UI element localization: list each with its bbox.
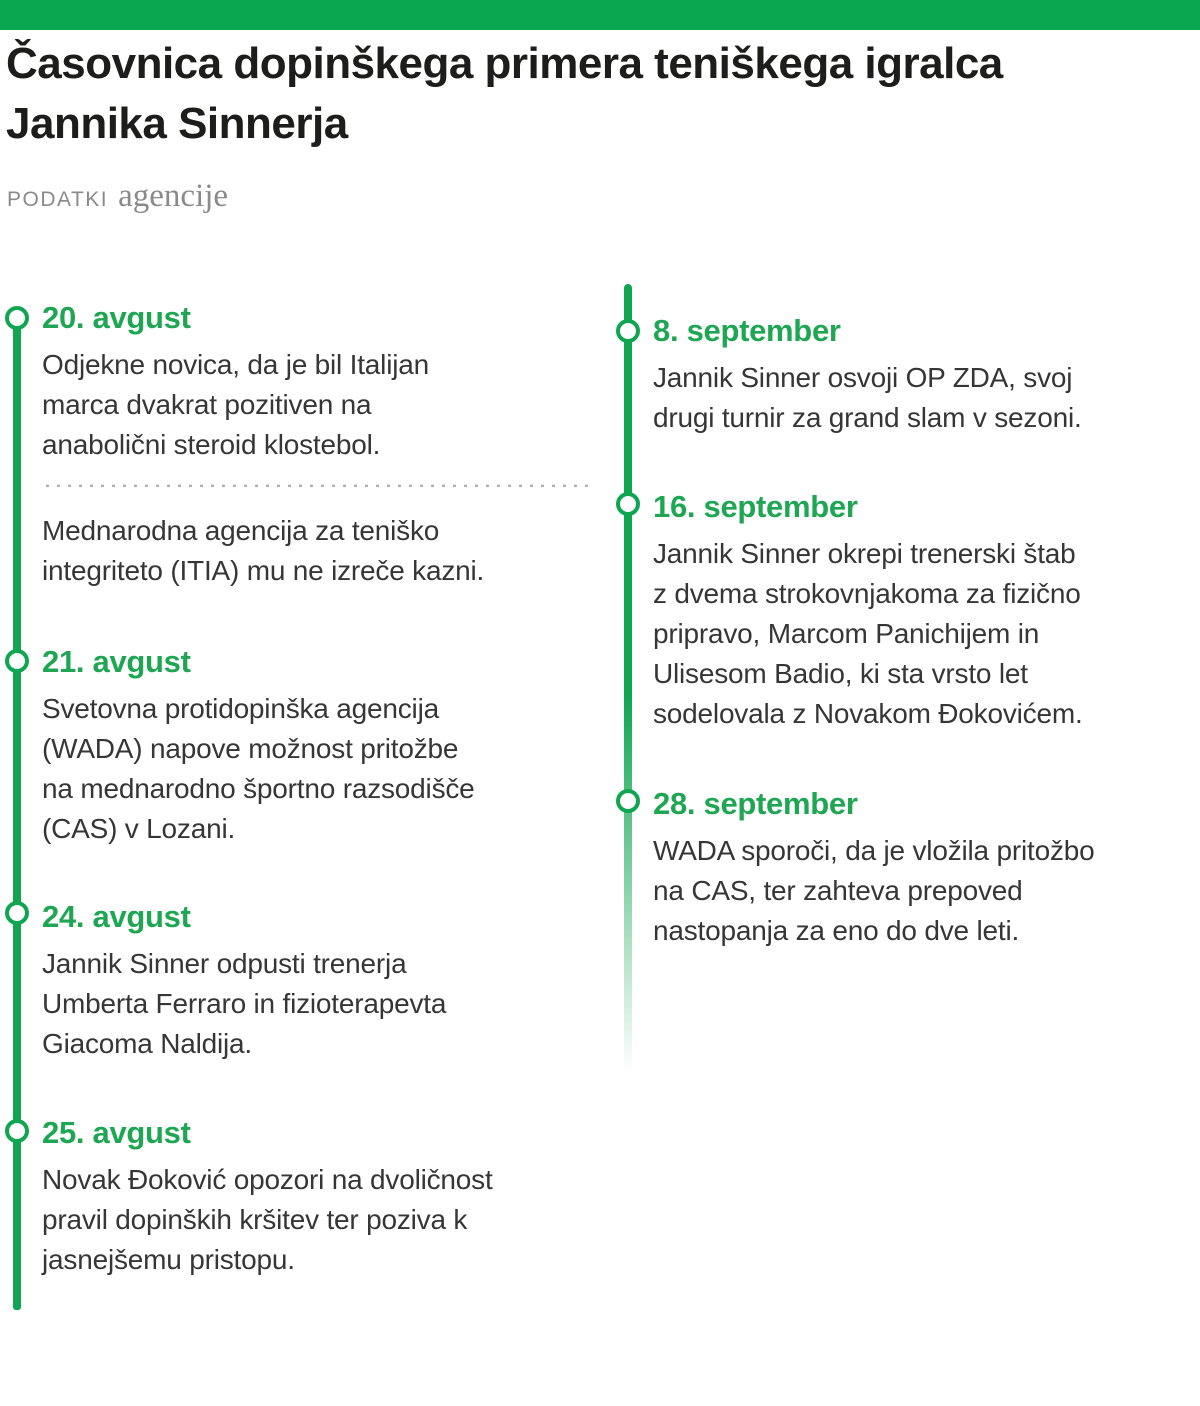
entry-text-line: integriteto (ITIA) mu ne izreče kazni. (42, 555, 485, 586)
timeline-entry (42, 645, 602, 849)
entry-body (653, 358, 1193, 438)
timeline-entry (653, 787, 1193, 951)
data-source (7, 178, 228, 215)
entry-date: 28. september (653, 786, 858, 821)
entry-text-line: Novak Đoković opozori na dvoličnost (42, 1164, 493, 1195)
entry-text-line: WADA sporoči, da je vložila pritožbo (653, 835, 1095, 866)
entry-text-line: na mednarodno športno razsodišče (42, 773, 475, 804)
entry-text-line: Giacoma Naldija. (42, 1028, 252, 1059)
entry-text-line: (CAS) v Lozani. (42, 813, 236, 844)
timeline-entry (42, 301, 602, 591)
entry-body (42, 944, 602, 1064)
entry-body (42, 689, 602, 849)
timeline-dot-20-avgust (5, 306, 29, 330)
entry-body (42, 1160, 602, 1280)
entry-text-line: Odjekne novica, da je bil Italijan (42, 349, 429, 380)
entry-text-line: Umberta Ferraro in fizioterapevta (42, 988, 447, 1019)
entry-date: 20. avgust (42, 300, 191, 335)
title-line-2: Jannika Sinnerja (6, 99, 348, 148)
entry-date: 16. september (653, 489, 858, 524)
entry-text-line: na CAS, ter zahteva prepoved (653, 875, 1023, 906)
entry-body (653, 534, 1193, 734)
entry-date: 21. avgust (42, 644, 191, 679)
dotted-divider (42, 483, 592, 487)
entry-text-line: pripravo, Marcom Panichijem in (653, 618, 1040, 649)
entry-text-line: Svetovna protidopinška agencija (42, 693, 439, 724)
top-accent-bar (0, 0, 1200, 30)
entry-text-line: Jannik Sinner odpusti trenerja (42, 948, 407, 979)
timeline-dot-16-september (616, 492, 640, 516)
entry-text-line: marca dvakrat pozitiven na (42, 389, 372, 420)
entry-text-line: Ulisesom Badio, ki sta vrsto let (653, 658, 1028, 689)
entry-text-line: pravil dopinških kršitev ter poziva k (42, 1204, 468, 1235)
entry-date: 25. avgust (42, 1115, 191, 1150)
timeline-dot-24-avgust (5, 901, 29, 925)
timeline-entry (653, 490, 1193, 734)
entry-text-line: jasnejšemu pristopu. (42, 1244, 295, 1275)
entry-text-line: sodelovala z Novakom Đokovićem. (653, 698, 1083, 729)
entry-text-line: drugi turnir za grand slam v sezoni. (653, 402, 1082, 433)
timeline-entry (42, 1116, 602, 1280)
timeline-line-right-faded (624, 284, 632, 1074)
timeline-dot-25-avgust (5, 1119, 29, 1143)
entry-body (42, 345, 602, 591)
timeline-dot-21-avgust (5, 649, 29, 673)
source-value: agencije (118, 178, 229, 214)
timeline-dot-8-september (616, 319, 640, 343)
entry-text-line: nastopanja za eno do dve leti. (653, 915, 1020, 946)
entry-text-line: z dvema strokovnjakoma za fizično (653, 578, 1081, 609)
entry-text-line: Mednarodna agencija za teniško (42, 515, 440, 546)
entry-date: 24. avgust (42, 899, 191, 934)
entry-text-line: Jannik Sinner okrepi trenerski štab (653, 538, 1076, 569)
entry-body (653, 831, 1193, 951)
title-line-1: Časovnica dopinškega primera teniškega igralca (6, 39, 1003, 88)
entry-text-line: (WADA) napove možnost pritožbe (42, 733, 459, 764)
timeline-entry (42, 900, 602, 1064)
entry-text-line: Jannik Sinner osvoji OP ZDA, svoj (653, 362, 1073, 393)
timeline-entry (653, 314, 1193, 438)
timeline-dot-28-september (616, 789, 640, 813)
entry-date: 8. september (653, 313, 841, 348)
source-label: PODATKI (7, 188, 109, 211)
entry-text-line: anabolični steroid klostebol. (42, 429, 381, 460)
timeline-line-left (13, 318, 21, 1310)
page-title (6, 34, 1166, 154)
